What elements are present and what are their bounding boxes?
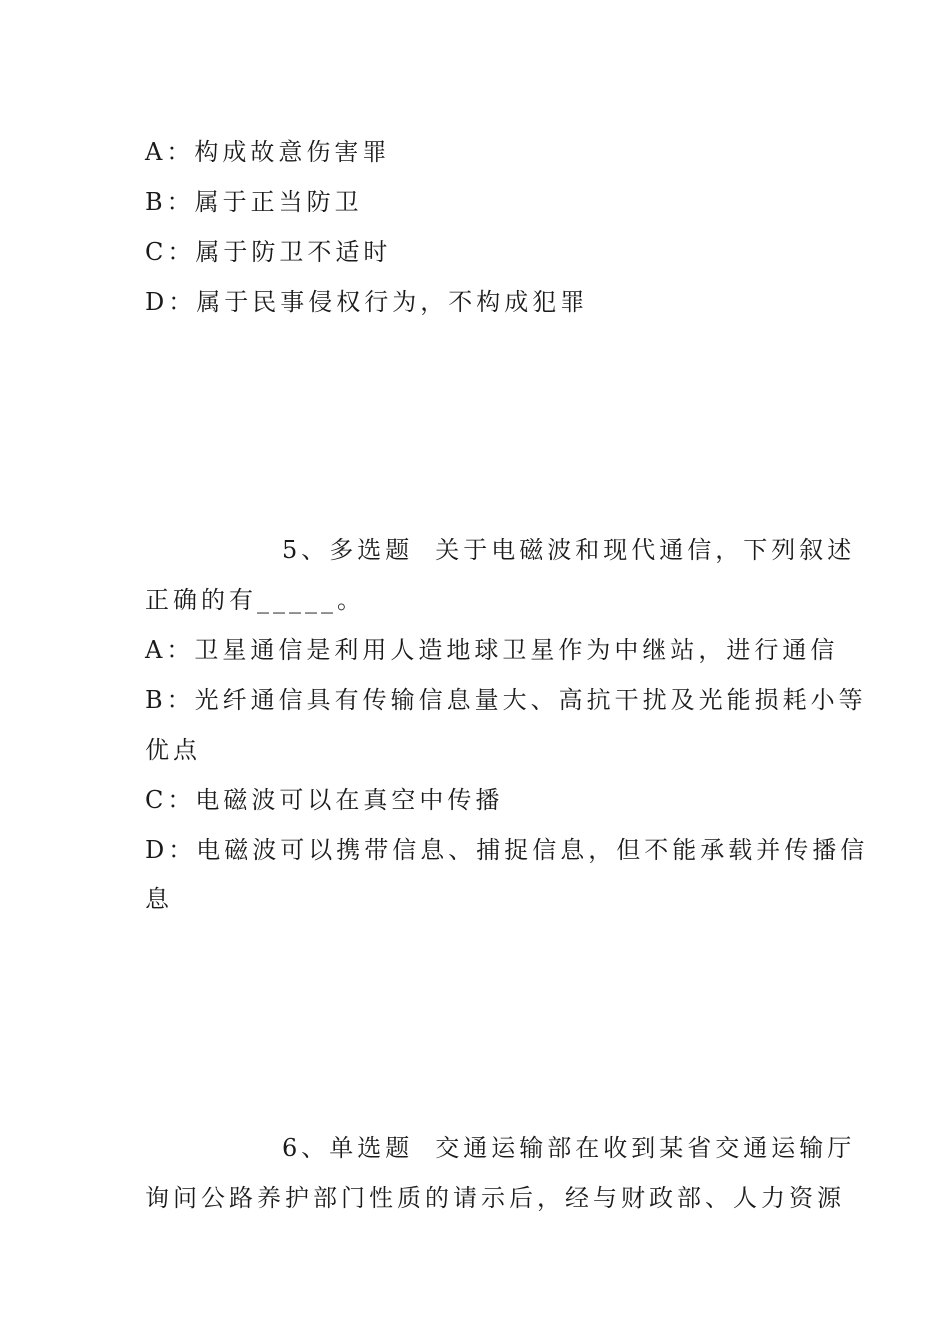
q4-option-b: B：属于正当防卫 bbox=[145, 188, 363, 216]
q4-option-d: D：属于民事侵权行为，不构成犯罪 bbox=[145, 288, 589, 316]
q5-option-a: A：卫星通信是利用人造地球卫星作为中继站，进行通信 bbox=[145, 636, 839, 664]
q5-option-d-continued: 息 bbox=[145, 885, 173, 913]
q4-option-c: C：属于防卫不适时 bbox=[145, 238, 392, 266]
q5-stem-first-line bbox=[282, 535, 855, 565]
q5-option-b: B：光纤通信具有传输信息量大、高抗干扰及光能损耗小等 bbox=[145, 686, 867, 714]
q6-stem-second-line: 询问公路养护部门性质的请示后，经与财政部、人力资源 bbox=[145, 1184, 845, 1212]
q4-option-a: A：构成故意伤害罪 bbox=[145, 138, 391, 166]
q6-stem-text: 交通运输部在收到某省交通运输厅 bbox=[435, 1134, 856, 1162]
q5-stem-second-line: 正确的有_____。 bbox=[145, 586, 365, 614]
q6-stem-first-line bbox=[282, 1133, 855, 1163]
q5-option-b-continued: 优点 bbox=[145, 736, 201, 764]
q6-number: 6、单选题 bbox=[282, 1134, 414, 1162]
q5-option-d: D：电磁波可以携带信息、捕捉信息，但不能承载并传播信 bbox=[145, 836, 869, 864]
q5-stem-text: 关于电磁波和现代通信，下列叙述 bbox=[435, 536, 856, 564]
q5-option-c: C：电磁波可以在真空中传播 bbox=[145, 786, 504, 814]
q5-number: 5、多选题 bbox=[282, 536, 414, 564]
